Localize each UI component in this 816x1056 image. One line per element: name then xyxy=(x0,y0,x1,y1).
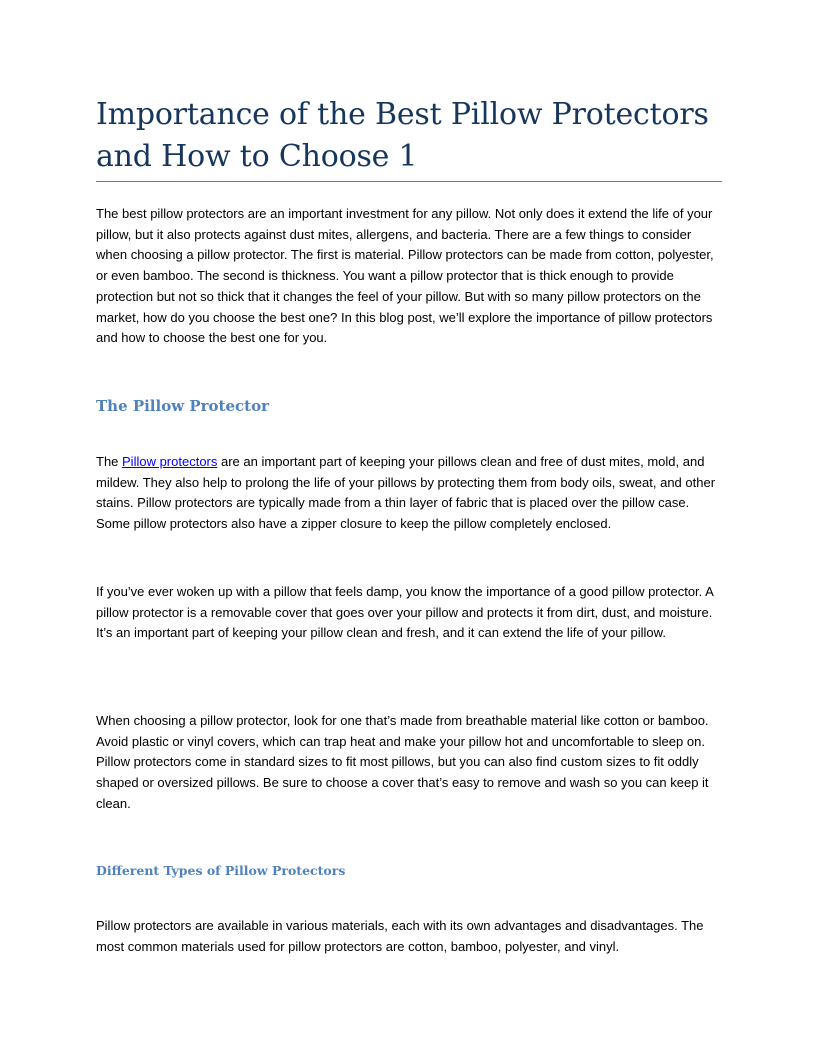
paragraph-text-before-link: The xyxy=(96,454,123,469)
pillow-protector-paragraph-1 xyxy=(96,452,722,535)
page-title-line-1: Importance of the Best Pillow Protectors xyxy=(96,97,709,132)
section-heading-pillow-protector: The Pillow Protector xyxy=(96,397,269,415)
page-title xyxy=(96,94,722,178)
types-paragraph-1: Pillow protectors are available in various materials, each with its own advantages and disadvantages. The most common materials used for pillow protectors are cotton, bamboo, polyester, and vinyl. xyxy=(96,918,704,954)
paragraph-text-after-link: are an important part of keeping your pillows clean and free of dust mites, mold, and mildew. They also help to prolong the life of your pillows by protecting them from body oils, sweat, and other stains. Pillow protectors are typically made from a thin layer of fabric that is placed over the pillow case. Some pillow protectors also have a zipper closure to keep the pillow completely enclosed. xyxy=(96,454,716,532)
pillow-protectors-link[interactable]: Pillow protectors xyxy=(122,454,218,469)
pillow-protector-paragraph-3: When choosing a pillow protector, look for one that’s made from breathable material like cotton or bamboo. Avoid plastic or vinyl covers, which can trap heat and make your pillow hot and uncomfortable to sleep on. Pillow protectors come in standard sizes to fit most pillows, but you can also find custom sizes to fit oddly shaped or oversized pillows. Be sure to choose a cover that’s easy to remove and wash so you can keep it clean. xyxy=(96,713,709,811)
pillow-protector-paragraph-2: If you’ve ever woken up with a pillow that feels damp, you know the importance of a good pillow protector. A pillow protector is a removable cover that goes over your pillow and protects it from dirt, dust, and moisture. It’s an important part of keeping your pillow clean and fresh, and it can extend the life of your pillow. xyxy=(96,584,714,641)
section-heading-types: Different Types of Pillow Protectors xyxy=(96,863,346,878)
page-title-line-2: and How to Choose 1 xyxy=(96,139,418,174)
intro-paragraph: The best pillow protectors are an important investment for any pillow. Not only does it extend the life of your pillow, but it also protects against dust mites, allergens, and bacteria. There are a few things to consider when choosing a pillow protector. The first is material. Pillow protectors can be made from cotton, polyester, or even bamboo. The second is thickness. You want a pillow protector that is thick enough to provide protection but not so thick that it changes the feel of your pillow. But with so many pillow protectors on the market, how do you choose the best one? In this blog post, we’ll explore the importance of pillow protectors and how to choose the best one for you. xyxy=(96,206,714,346)
title-underline-rule xyxy=(96,181,722,182)
